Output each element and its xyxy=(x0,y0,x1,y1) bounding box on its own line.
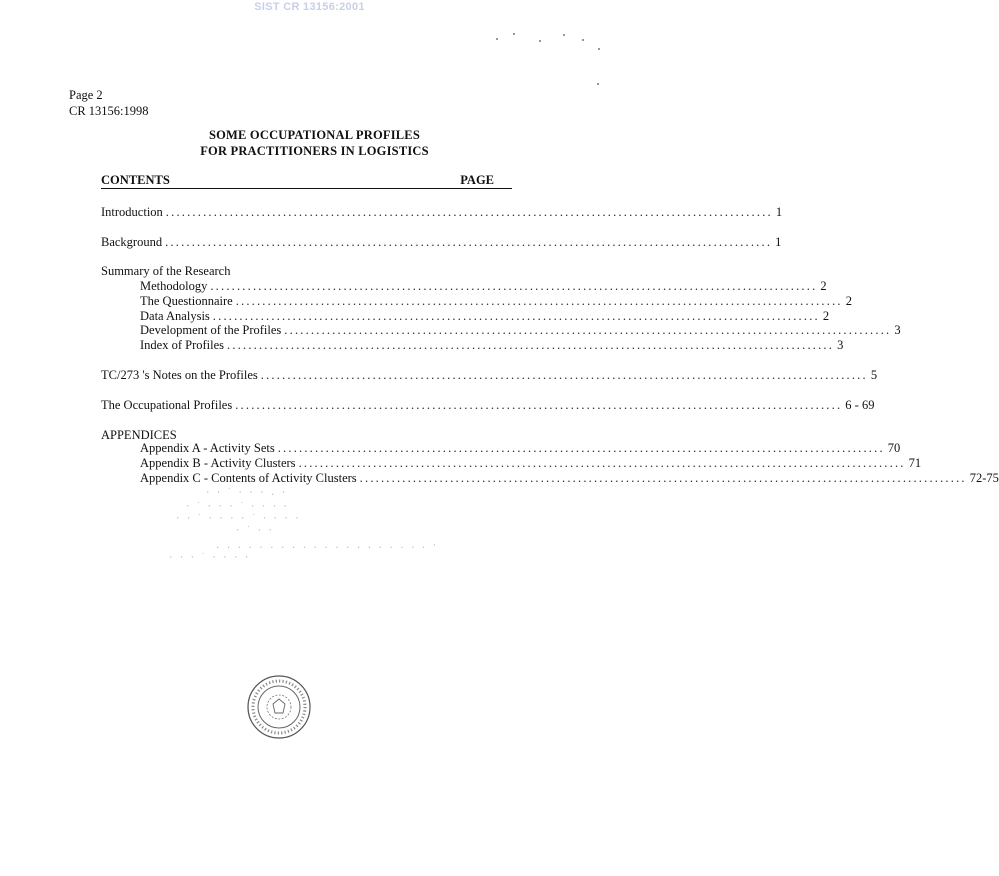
toc-entry-index xyxy=(140,338,844,353)
toc-entry-page: 2 xyxy=(845,294,852,308)
scan-speck xyxy=(513,33,515,35)
scan-noise: · · ˙ · · · · ˙ · · · · xyxy=(175,514,300,524)
page-number: Page 2 xyxy=(69,88,103,102)
toc-entry-appendix-c xyxy=(140,471,999,486)
toc-section-appendices: APPENDICES xyxy=(101,428,177,442)
document-id: CR 13156:1998 xyxy=(69,104,149,118)
leader-dots: .................................................................................................................. xyxy=(212,309,820,323)
toc-entry-label: Development of the Profiles xyxy=(140,323,282,337)
leader-dots: .................................................................................................................. xyxy=(260,368,868,382)
leader-dots: .................................................................................................................. xyxy=(210,279,818,293)
leader-dots: .................................................................................................................. xyxy=(165,235,773,249)
leader-dots: .................................................................................................................. xyxy=(359,471,967,485)
toc-section-summary: Summary of the Research xyxy=(101,264,231,278)
scan-speck xyxy=(597,83,599,85)
scan-speck xyxy=(598,48,600,50)
toc-entry-data-analysis xyxy=(140,309,830,324)
toc-entry-appendix-a xyxy=(140,441,901,456)
toc-entry-page: 2 xyxy=(820,279,827,293)
toc-entry-profiles xyxy=(101,398,875,413)
toc-entry-page: 1 xyxy=(775,235,782,249)
scan-speck xyxy=(563,34,565,36)
leader-dots: .................................................................................................................. xyxy=(235,294,843,308)
scan-speck xyxy=(539,40,541,42)
toc-entry-page: 2 xyxy=(822,309,830,323)
toc-entry-page: 71 xyxy=(908,456,922,470)
scan-noise: · · · ˙ · · · · xyxy=(168,553,250,563)
toc-entry-introduction xyxy=(101,205,783,220)
toc-entry-page: 1 xyxy=(775,205,783,219)
document-title-line-2: FOR PRACTITIONERS IN LOGISTICS xyxy=(200,144,429,158)
leader-dots: .................................................................................................................. xyxy=(165,205,773,219)
toc-entry-label: Data Analysis xyxy=(140,309,210,323)
toc-entry-label: The Occupational Profiles xyxy=(101,398,233,412)
toc-entry-background xyxy=(101,235,782,250)
document-title-line-1: SOME OCCUPATIONAL PROFILES xyxy=(208,128,420,142)
scan-speck xyxy=(496,38,498,40)
toc-entry-page: 5 xyxy=(870,368,878,382)
page-column-heading: PAGE xyxy=(460,173,494,187)
toc-entry-page: 72-75 xyxy=(969,471,999,485)
contents-header xyxy=(101,173,512,189)
toc-entry-label: Introduction xyxy=(101,205,163,219)
toc-entry-methodology xyxy=(140,279,827,294)
leader-dots: .................................................................................................................. xyxy=(298,456,906,470)
watermark-text: SIST CR 13156:2001 xyxy=(254,1,365,13)
toc-entry-label: Index of Profiles xyxy=(140,338,225,352)
toc-entry-page: 6 - 69 xyxy=(845,398,875,412)
toc-entry-label: Appendix B - Activity Clusters xyxy=(140,456,296,470)
toc-entry-page: 3 xyxy=(837,338,844,352)
leader-dots: .................................................................................................................. xyxy=(284,323,892,337)
round-seal-stamp-icon xyxy=(246,674,312,745)
toc-entry-notes xyxy=(101,368,878,383)
toc-entry-label: Appendix C - Contents of Activity Clusters xyxy=(140,471,357,485)
toc-entry-label: TC/273 's Notes on the Profiles xyxy=(101,368,258,382)
toc-entry-page: 3 xyxy=(894,323,901,337)
toc-entry-development xyxy=(140,323,901,338)
toc-entry-label: The Questionnaire xyxy=(140,294,233,308)
scan-noise: . . . . . . . . . . . . . . . . . . . . · xyxy=(215,541,438,551)
contents-heading: CONTENTS xyxy=(101,173,170,187)
scan-noise: · · ˙ · · · . · xyxy=(205,488,287,498)
toc-entry-label: Methodology xyxy=(140,279,208,293)
toc-entry-label: Background xyxy=(101,235,163,249)
scan-noise: · ˙ · · · ˙ · · · · xyxy=(185,502,288,512)
leader-dots: .................................................................................................................. xyxy=(277,441,885,455)
leader-dots: .................................................................................................................. xyxy=(227,338,835,352)
leader-dots: .................................................................................................................. xyxy=(235,398,843,412)
toc-entry-label: Appendix A - Activity Sets xyxy=(140,441,275,455)
scan-noise: · ˙ · · xyxy=(235,526,273,536)
toc-entry-questionnaire xyxy=(140,294,852,309)
toc-entry-page: 70 xyxy=(887,441,901,455)
scan-speck xyxy=(582,39,584,41)
toc-entry-appendix-b xyxy=(140,456,922,471)
